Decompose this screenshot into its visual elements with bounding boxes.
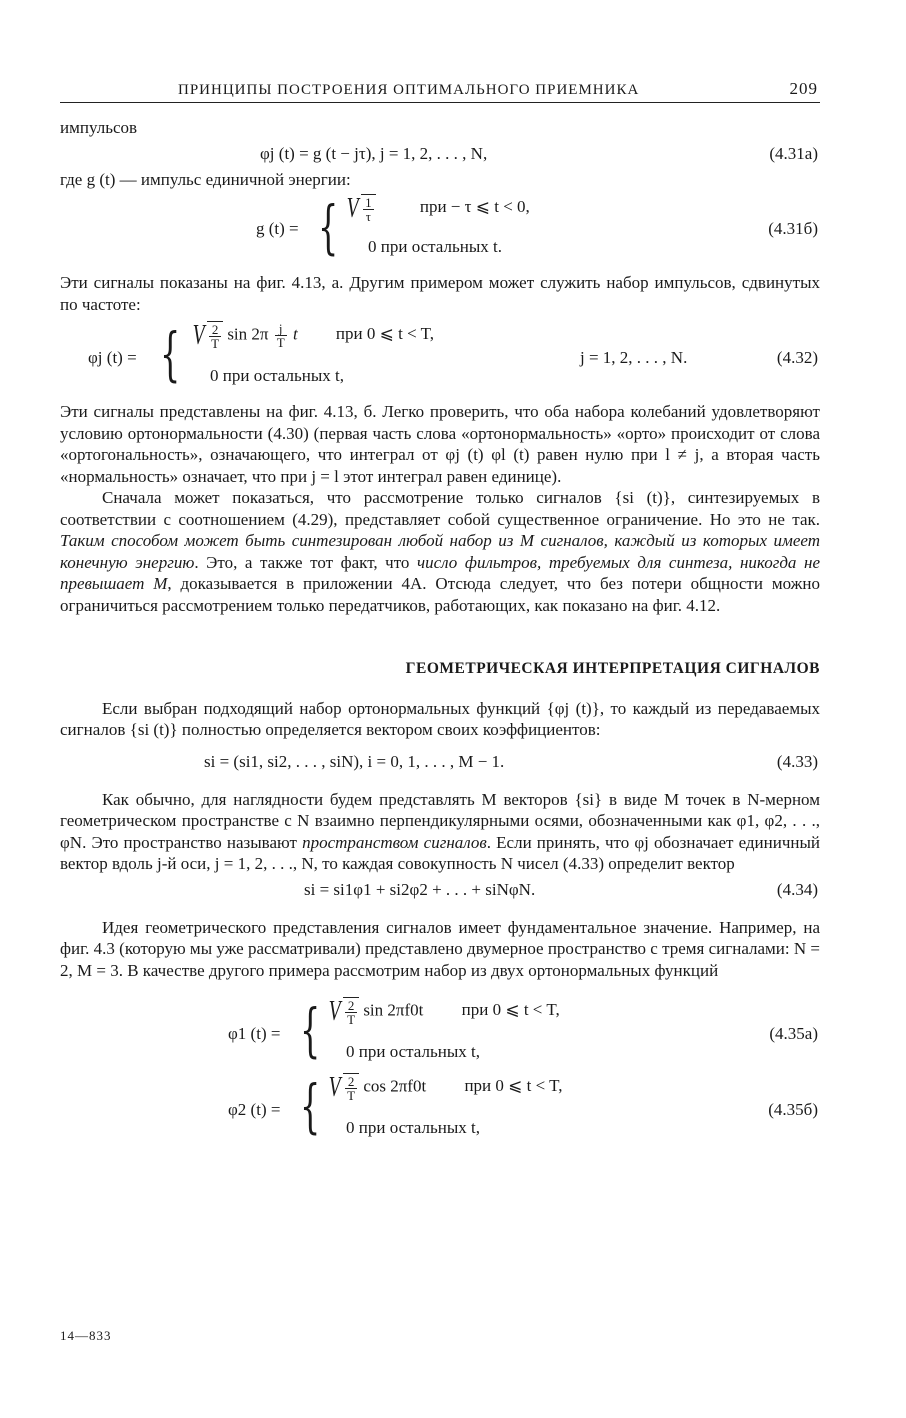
equation-row-2: 0 при остальных t, — [346, 1118, 480, 1137]
page-body — [60, 78, 820, 1145]
equation-range: j = 1, 2, . . . , N. — [580, 348, 688, 367]
sqrt-sign: V — [328, 995, 341, 1027]
equation-number: (4.35а) — [769, 1024, 818, 1043]
fraction-denominator: τ — [365, 209, 371, 224]
equation-row-1 — [326, 1073, 563, 1102]
function-term: sin 2πf0t — [363, 1000, 424, 1020]
header-rule — [60, 102, 820, 103]
equation-number: (4.33) — [776, 751, 818, 771]
paragraph-impulses: импульсов — [60, 118, 138, 137]
paragraph-1: Эти сигналы показаны на фиг. 4.13, а. Другим примером может служить набор импульсов, сдвинутых по частоте: — [60, 273, 820, 314]
equation-4-35b — [60, 1065, 820, 1145]
fraction-numerator: 2 — [345, 1075, 357, 1089]
equation-4-35a — [60, 981, 820, 1065]
fraction-denominator: T — [276, 335, 285, 350]
equation-lhs: φ2 (t) = — [228, 1100, 281, 1119]
brace: { — [160, 320, 181, 388]
emphasis: число фильтров, требуемых для синтеза, никогда не превышает M — [60, 552, 820, 593]
equation-body: φj (t) = g (t − jτ), j = 1, 2, . . . , N, — [260, 143, 488, 163]
page-number: 209 — [789, 79, 818, 98]
equation-4-33 — [60, 741, 820, 781]
equation-lhs: φ1 (t) = — [228, 1024, 281, 1043]
paragraph-where: где g (t) — импульс единичной энергии: — [60, 169, 351, 189]
condition: при − τ ⩽ t < 0, — [419, 197, 530, 217]
sin-term: sin 2π — [227, 324, 269, 344]
equation-body: si = (si1, si2, . . . , siN), i = 0, 1, . . . , M − 1. — [204, 751, 505, 771]
equation-number: (4.32) — [776, 348, 818, 367]
text: . Если принять, что φj обозначает единичный вектор вдоль j-й оси, j = 1, 2, . . ., N, то каждая совокупность N чисел (4.33) определит вектор — [60, 832, 820, 873]
condition: при 0 ⩽ t < T, — [335, 324, 434, 344]
equation-4-32 — [60, 315, 820, 395]
fraction-numerator: 1 — [365, 195, 372, 210]
fraction-numerator: 2 — [209, 323, 221, 337]
paragraph-5 — [60, 789, 820, 875]
fraction-numerator: j — [275, 322, 287, 336]
fraction-denominator: T — [347, 1012, 356, 1027]
text: , доказывается в приложении 4А. Отсюда следует, что без потери общности можно ограничиться рассмотрением только передатчиков, работающих, как показано на фиг. 4.12. — [60, 574, 820, 615]
fraction-numerator: 2 — [345, 999, 357, 1013]
equation-number: (4.31а) — [769, 143, 818, 163]
equation-body: si = si1φ1 + si2φ2 + . . . + siNφN. — [304, 879, 536, 899]
running-head — [60, 78, 820, 102]
fraction-denominator: T — [347, 1088, 356, 1103]
section-heading: ГЕОМЕТРИЧЕСКАЯ ИНТЕРПРЕТАЦИЯ СИГНАЛОВ — [405, 660, 820, 677]
condition: при 0 ⩽ t < T, — [461, 1000, 560, 1020]
equation-row-2: 0 при остальных t. — [368, 237, 502, 256]
equation-number: (4.35б) — [768, 1100, 818, 1119]
equation-lhs: φj (t) = — [88, 348, 137, 367]
equation-4-31a — [60, 139, 820, 169]
sqrt-sign: V — [192, 319, 205, 351]
paragraph-2: Эти сигналы представлены на фиг. 4.13, б. Легко проверить, что оба набора колебаний удовлетворяют условию ортонормальности (4.30) (первая часть слова «ортонормальность» «орто» происходит от слова «ортогональность», означающего, что интеграл от φj (t) φl (t) равен нулю при l ≠ j, а вторая часть «нормальность» означает, что при j = l этот интеграл равен единице). — [60, 402, 820, 486]
emphasis: Таким способом может быть синтезирован любой набор из M сигналов, каждый из которых имеет конечную энергию — [60, 531, 820, 572]
text: Как обычно, для наглядности будем представлять M векторов {si} в виде M точек в N-мерном геометрическом пространстве с N взаимно перпендикулярными осями, обозначенными как φ1, φ2, . . ., φN. Это пространство называют — [60, 789, 820, 852]
equation-4-34 — [60, 875, 820, 911]
text: . Это, а также тот факт, что — [194, 552, 418, 572]
equation-row-1 — [344, 194, 530, 223]
variable-t: t — [292, 324, 298, 344]
fraction-denominator: T — [211, 336, 220, 351]
sqrt-sign: V — [346, 192, 359, 224]
paragraph-6: Идея геометрического представления сигналов имеет фундаментальное значение. Например, на фиг. 4.3 (которую мы уже рассматривали) представлено двумерное пространство с тремя сигналами: N = 2, M = 3. В качестве другого примера рассмотрим набор из двух ортонормальных функций — [60, 917, 820, 980]
brace: { — [300, 996, 321, 1064]
equation-4-31b — [60, 190, 820, 264]
equation-row-2: 0 при остальных t, — [346, 1042, 480, 1061]
equation-lhs: g (t) = — [256, 219, 299, 238]
equation-number: (4.34) — [776, 879, 818, 899]
brace: { — [300, 1072, 321, 1140]
text: Сначала может показаться, что рассмотрение только сигналов {si (t)}, синтезируемых в соответствии с соотношением (4.29), представляет собой существенное ограничение. Но это не так. — [60, 488, 820, 529]
equation-number: (4.31б) — [768, 219, 818, 238]
equation-row-1 — [326, 997, 560, 1026]
brace: { — [318, 193, 339, 261]
equation-row-1 — [190, 321, 434, 350]
condition: при 0 ⩽ t < T, — [464, 1076, 563, 1096]
running-head-title: ПРИНЦИПЫ ПОСТРОЕНИЯ ОПТИМАЛЬНОГО ПРИЕМНИКА — [178, 82, 640, 98]
signature-mark: 14—833 — [60, 1328, 112, 1343]
function-term: cos 2πf0t — [363, 1076, 427, 1096]
emphasis: пространством сигналов — [302, 832, 487, 852]
paragraph-4: Если выбран подходящий набор ортонормальных функций {φj (t)}, то каждый из передаваемых сигналов {si (t)} полностью определяется вектором своих коэффициентов: — [60, 698, 820, 739]
sqrt-sign: V — [328, 1071, 341, 1103]
equation-row-2: 0 при остальных t, — [210, 366, 344, 385]
paragraph-3 — [60, 487, 820, 616]
